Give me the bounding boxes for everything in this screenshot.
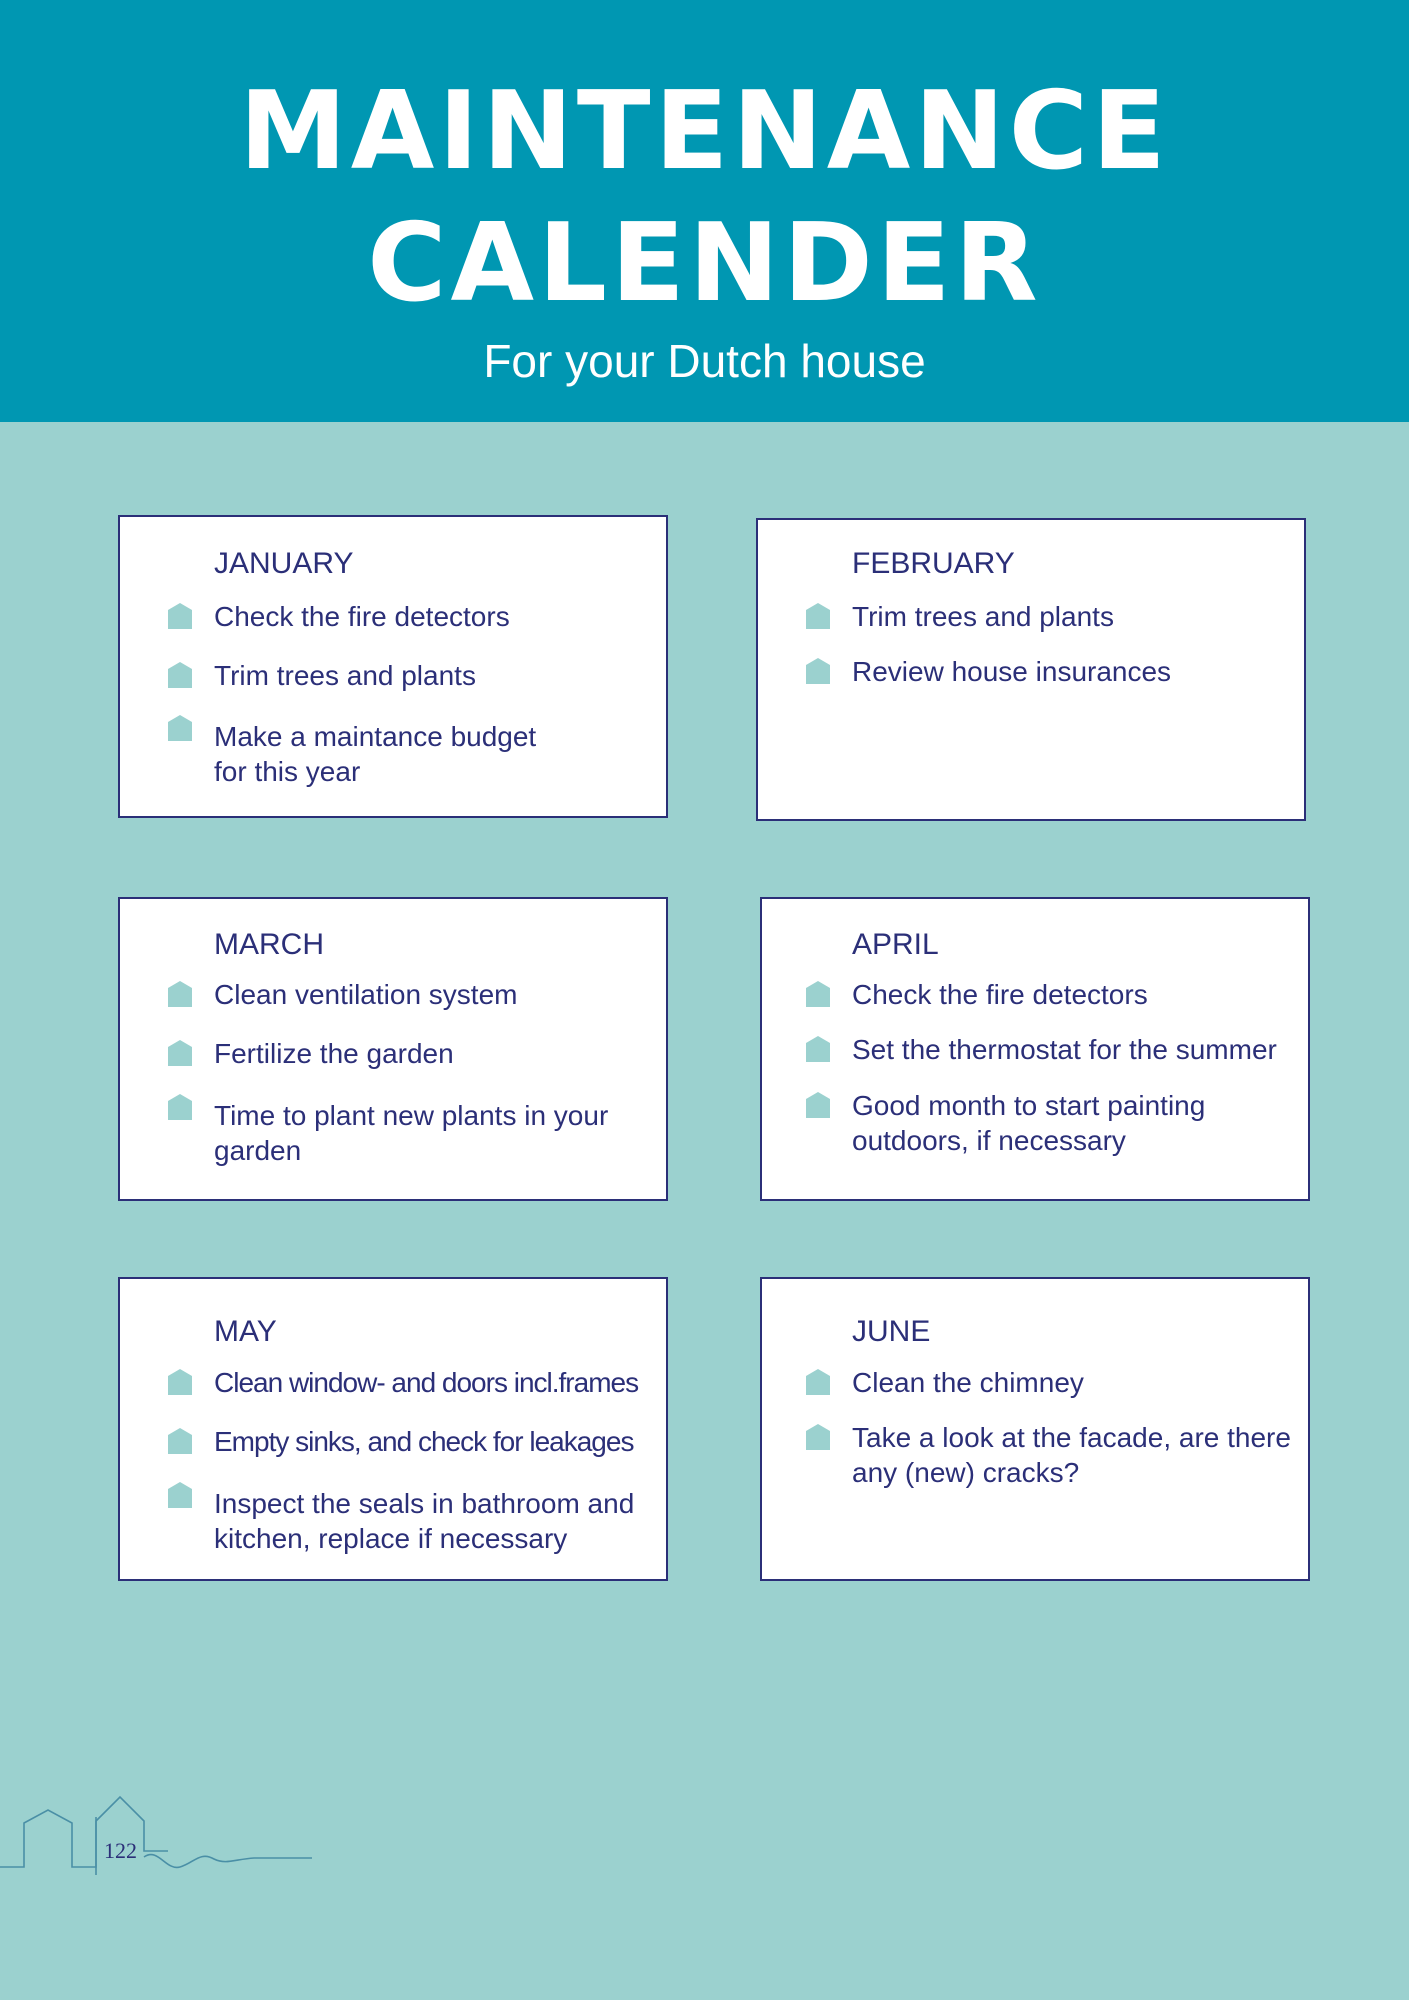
month-title: MARCH [214, 928, 324, 961]
list-item-text: Trim trees and plants [214, 660, 476, 691]
list-item-text: Make a maintance budget for this year [214, 721, 537, 787]
list-item-text: Empty sinks, and check for leakages [214, 1426, 634, 1457]
month-card-january [118, 515, 668, 818]
house-bullet-icon [168, 1482, 192, 1508]
list-item-text: Clean the chimney [852, 1367, 1084, 1398]
list-item-text: Set the thermostat for the summer [852, 1034, 1277, 1065]
page-header [0, 0, 1409, 422]
title-line-1: MAINTENANCE [239, 69, 1170, 194]
house-bullet-icon [168, 981, 192, 1007]
list-item-text: Clean window- and doors incl.frames [214, 1367, 639, 1398]
house-bullet-icon [806, 1036, 830, 1062]
list-item-text: Good month to start painting outdoors, if necessary [852, 1090, 1206, 1156]
house-bullet-icon [168, 662, 192, 688]
title-line-2: CALENDER [367, 201, 1042, 326]
list-item-text: Trim trees and plants [852, 601, 1114, 632]
house-bullet-icon [168, 603, 192, 629]
house-bullet-icon [168, 1428, 192, 1454]
subtitle: For your Dutch house [483, 335, 926, 387]
page-number: 122 [104, 1838, 137, 1863]
list-item-text: Check the fire detectors [852, 979, 1148, 1010]
house-bullet-icon [168, 1094, 192, 1120]
month-title: JANUARY [214, 547, 354, 580]
house-bullet-icon [806, 1092, 830, 1118]
month-card-march [118, 897, 668, 1201]
list-item-text: Clean ventilation system [214, 979, 518, 1010]
list-item-text: Fertilize the garden [214, 1038, 454, 1069]
house-bullet-icon [168, 1040, 192, 1066]
month-title: MAY [214, 1315, 277, 1348]
month-title: FEBRUARY [852, 547, 1015, 580]
list-item-text: Time to plant new plants in your garden [214, 1100, 609, 1166]
house-bullet-icon [168, 715, 192, 741]
list-item-text: Review house insurances [852, 656, 1172, 687]
month-card-february [756, 518, 1306, 821]
house-outline-icon [0, 1785, 320, 1875]
month-title: JUNE [852, 1315, 931, 1348]
list-item-text: Check the fire detectors [214, 601, 510, 632]
house-bullet-icon [806, 981, 830, 1007]
house-bullet-icon [806, 1369, 830, 1395]
house-bullet-icon [806, 1424, 830, 1450]
month-title: APRIL [852, 928, 939, 961]
month-card-june [760, 1277, 1310, 1581]
house-bullet-icon [806, 658, 830, 684]
month-card-may [118, 1277, 668, 1581]
list-item-text: Take a look at the facade, are there any (new) cracks? [852, 1422, 1291, 1488]
list-item-text: Inspect the seals in bathroom and kitchen, replace if necessary [214, 1488, 635, 1554]
house-bullet-icon [168, 1369, 192, 1395]
month-card-april [760, 897, 1310, 1201]
house-bullet-icon [806, 603, 830, 629]
